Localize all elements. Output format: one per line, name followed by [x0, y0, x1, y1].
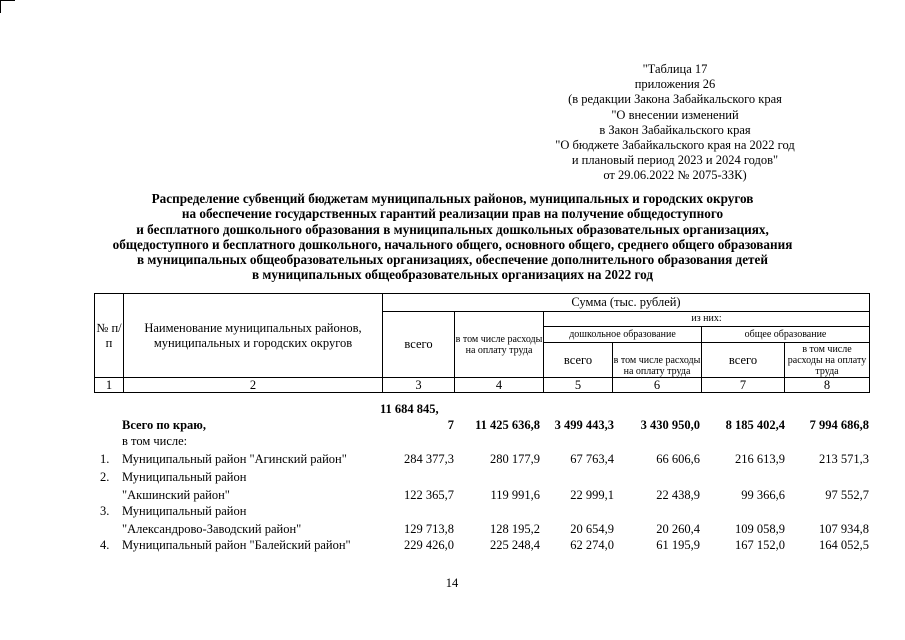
- row-total: 284 377,3: [404, 452, 454, 466]
- row-wages: 225 248,4: [490, 538, 540, 552]
- row-pre-total: 62 274,0: [570, 538, 614, 552]
- table-header: [94, 293, 870, 393]
- row-number: 2.: [100, 470, 110, 484]
- appendix-line: и плановый период 2023 и 2024 годов": [571, 153, 779, 168]
- corner-mark: [0, 0, 15, 13]
- total-gen-wages: 7 994 686,8: [809, 418, 869, 432]
- row-total: 122 365,7: [404, 488, 454, 502]
- row-gen-total: 99 366,6: [741, 488, 785, 502]
- title-line: в муниципальных общеобразовательных организациях на 2022 год: [251, 267, 654, 283]
- header-gen-wages: в том числе расходы на оплату труда: [787, 344, 867, 377]
- row-gen-wages: 97 552,7: [825, 488, 869, 502]
- row-wages: 119 991,6: [490, 488, 540, 502]
- col-number: 8: [785, 378, 870, 393]
- row-gen-wages: 107 934,8: [819, 522, 869, 536]
- row-number: 1.: [100, 452, 110, 466]
- total-label: Всего по краю,: [122, 418, 206, 432]
- row-gen-total: 109 058,9: [735, 522, 785, 536]
- row-name: Муниципальный район: [122, 470, 247, 484]
- total-value-line1: 11 684 845,: [380, 402, 439, 416]
- row-name: Муниципальный район "Балейский район": [122, 538, 351, 552]
- title-line: в муниципальных общеобразовательных организациях, обеспечение дополнительного образования детей: [137, 252, 768, 268]
- row-wages: 280 177,9: [490, 452, 540, 466]
- header-general: общее образование: [702, 327, 869, 343]
- header-pre-wages: в том числе расходы на оплату труда: [613, 355, 701, 377]
- col-number: 2: [124, 378, 383, 393]
- title-line: на обеспечение государственных гарантий реализации прав на получение общедоступного: [181, 206, 724, 222]
- header-pre-total: всего: [544, 343, 613, 377]
- appendix-line: в Закон Забайкальского края: [599, 122, 751, 137]
- header-of-them: из них:: [544, 312, 870, 327]
- row-wages: 128 195,2: [490, 522, 540, 536]
- row-pre-wages: 66 606,6: [656, 452, 700, 466]
- appendix-line: "Таблица 17: [642, 62, 708, 76]
- header-total: всего: [383, 312, 455, 378]
- including-label: в том числе:: [122, 434, 188, 448]
- row-pre-wages: 20 260,4: [656, 522, 700, 536]
- row-pre-total: 22 999,1: [570, 488, 614, 502]
- header-sum: Сумма (тыс. рублей): [383, 294, 870, 312]
- row-number: 3.: [100, 504, 110, 518]
- row-number: 4.: [100, 538, 110, 552]
- row-gen-total: 167 152,0: [735, 538, 785, 552]
- row-gen-total: 216 613,9: [735, 452, 785, 466]
- row-gen-wages: 213 571,3: [819, 452, 869, 466]
- row-pre-total: 67 763,4: [570, 452, 614, 466]
- col-number: 4: [455, 378, 544, 393]
- appendix-line: приложения 26: [634, 77, 716, 92]
- header-preschool: дошкольное образование: [544, 327, 701, 343]
- col-number: 5: [544, 378, 613, 393]
- col-number: 3: [383, 378, 455, 393]
- header-gen-total: всего: [702, 343, 785, 377]
- total-gen-total: 8 185 402,4: [725, 418, 785, 432]
- row-pre-total: 20 654,9: [570, 522, 614, 536]
- header-num-col: № п/п: [95, 294, 124, 378]
- row-gen-wages: 164 052,5: [819, 538, 869, 552]
- title-line: Распределение субвенций бюджетам муниципальных районов, муниципальных и городских округов: [151, 191, 754, 206]
- total-pre-total: 3 499 443,3: [554, 418, 614, 432]
- row-name-continued: "Акшинский район": [122, 488, 230, 502]
- total-wages: 11 425 636,8: [475, 418, 540, 432]
- total-value-line2: 7: [447, 418, 454, 432]
- row-total: 129 713,8: [404, 522, 454, 536]
- total-pre-wages: 3 430 950,0: [640, 418, 700, 432]
- title-line: общедоступного и бесплатного дошкольного, начального общего, основного общего, среднего общего образования: [112, 236, 793, 252]
- header-preschool-group: [544, 327, 702, 378]
- header-incl-wages: в том числе расходы на оплату труда: [455, 312, 544, 378]
- col-number: 7: [702, 378, 785, 393]
- row-name: Муниципальный район: [122, 504, 247, 518]
- appendix-line: от 29.06.2022 № 2075-ЗЗК): [603, 168, 747, 183]
- header-name-col: Наименование муниципальных районов, муниципальных и городских округов: [124, 294, 383, 378]
- row-pre-wages: 61 195,9: [656, 538, 700, 552]
- appendix-line: (в редакции Закона Забайкальского края: [568, 92, 782, 107]
- appendix-line: "О бюджете Забайкальского края на 2022 год: [555, 138, 795, 153]
- row-total: 229 426,0: [404, 538, 454, 552]
- header-general-group: [702, 327, 870, 378]
- row-name-continued: "Александрово-Заводский район": [122, 522, 302, 536]
- document-title: [80, 191, 825, 283]
- col-number: 6: [613, 378, 702, 393]
- row-name: Муниципальный район "Агинский район": [122, 452, 347, 466]
- page-number: 14: [445, 576, 459, 590]
- col-number: 1: [95, 378, 124, 393]
- appendix-reference: [540, 62, 810, 184]
- appendix-line: "О внесении изменений: [611, 107, 739, 122]
- row-pre-wages: 22 438,9: [656, 488, 700, 502]
- title-line: и бесплатного дошкольного образования в муниципальных дошкольных образовательных организациях,: [136, 221, 769, 237]
